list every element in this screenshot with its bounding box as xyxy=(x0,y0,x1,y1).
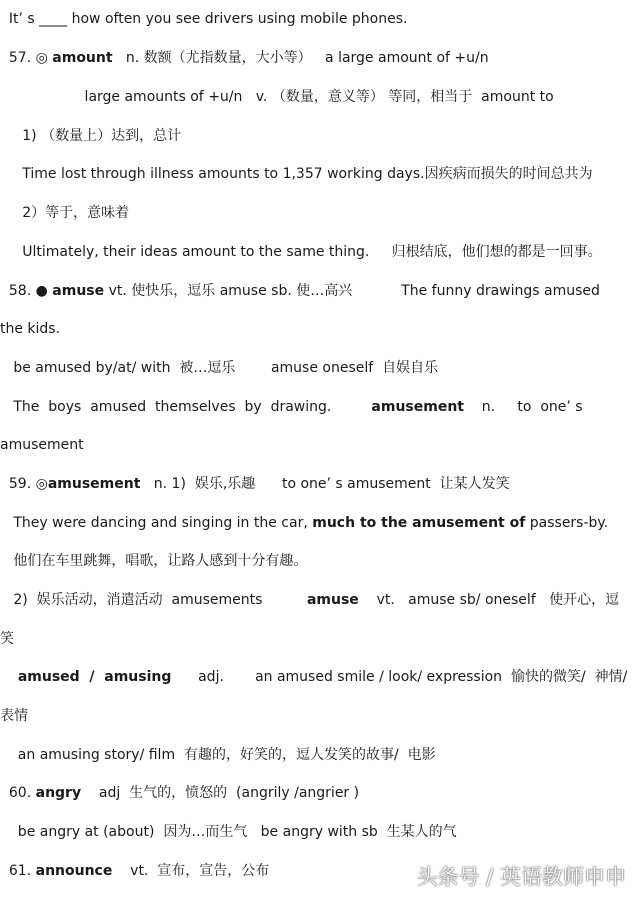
line-text: adj 生气的，愤怒的 (angrily /angrier ) xyxy=(81,785,360,801)
entry-60-heading xyxy=(0,784,640,802)
text-line xyxy=(0,630,640,648)
line-text: Time lost through illness amounts to 1,357 working days.因疾病而损失的时间总共为 xyxy=(0,166,593,182)
line-text: The boys amused themselves by drawing. xyxy=(0,399,372,415)
text-line xyxy=(0,204,640,222)
example-sentence xyxy=(0,514,640,532)
line-text: be amused by/at/ with 被…逗乐 amuse oneself 自娱自乐 xyxy=(0,360,439,376)
line-text: 58. ● xyxy=(0,283,53,299)
headword: amusement xyxy=(47,476,141,492)
line-text: large amounts of +u/n v. （数量，意义等） 等同，相当于 amount to xyxy=(0,89,554,105)
line-text: 59. ◎ xyxy=(0,476,48,492)
text-line xyxy=(0,707,640,725)
text-line xyxy=(0,436,640,454)
text-line xyxy=(0,823,640,841)
line-text: an amusing story/ film 有趣的，好笑的，逗人发笑的故事/ 电影 xyxy=(0,747,436,763)
line-text: vt. 使快乐，逗乐 amuse sb. 使…高兴 The funny drawings amused xyxy=(104,283,600,299)
text-line xyxy=(0,552,640,570)
line-text: n. 1) 娱乐,乐趣 to one’ s amusement 让某人发笑 xyxy=(140,476,510,492)
line-text: passers-by. xyxy=(525,515,609,531)
headword: amuse xyxy=(306,592,359,608)
headword: amusement xyxy=(371,399,464,415)
text-line xyxy=(0,668,640,686)
example-sentence xyxy=(0,243,640,261)
headword: amount xyxy=(52,50,113,66)
watermark: 头条号 / 英语教师申申 xyxy=(416,865,626,889)
text-line xyxy=(0,746,640,764)
text-line xyxy=(0,88,640,106)
line-text: 表情 xyxy=(0,708,28,724)
line-text: vt. 宣布，宣告，公布 xyxy=(112,863,270,879)
line-text: They were dancing and singing in the car, xyxy=(0,515,313,531)
line-text: 2）等于，意味着 xyxy=(0,205,130,221)
text-line xyxy=(0,127,640,145)
example-sentence xyxy=(0,165,640,183)
headword: angry xyxy=(35,785,82,801)
example-sentence xyxy=(0,398,640,416)
entry-59-heading xyxy=(0,475,640,493)
line-text: the kids. xyxy=(0,321,61,337)
line-text: 笑 xyxy=(0,631,14,647)
text-line xyxy=(0,359,640,377)
line-text xyxy=(0,669,18,685)
line-text: amusement xyxy=(0,437,84,453)
text-line xyxy=(0,320,640,338)
line-text: vt. amuse sb/ oneself 使开心，逗 xyxy=(358,592,620,608)
text-line xyxy=(0,10,640,28)
line-text: n. 数额（尤指数量，大小等） a large amount of +u/n xyxy=(112,50,489,66)
line-text: adj. an amused smile / look/ expression 愉快的微笑/ 神情/ xyxy=(171,669,628,685)
headword: amuse xyxy=(52,283,105,299)
entry-57-heading xyxy=(0,49,640,67)
line-text: It’ s ____ how often you see drivers using mobile phones. xyxy=(0,11,408,27)
line-text: 2) 娱乐活动，消遣活动 amusements xyxy=(0,592,307,608)
line-text: 60. xyxy=(0,785,36,801)
line-text: 他们在车里跳舞，唱歌，让路人感到十分有趣。 xyxy=(0,553,308,569)
line-text: Ultimately, their ideas amount to the same thing. 归根结底，他们想的都是一回事。 xyxy=(0,244,602,260)
line-text: be angry at (about) 因为…而生气 be angry with sb 生某人的气 xyxy=(0,824,457,840)
headword: announce xyxy=(35,863,113,879)
text-line xyxy=(0,591,640,609)
line-text: 1) （数量上）达到，总计 xyxy=(0,128,182,144)
entry-58-heading xyxy=(0,282,640,300)
bold-phrase: much to the amusement of xyxy=(312,515,526,531)
headword: amused / amusing xyxy=(17,669,172,685)
line-text: n. to one’ s xyxy=(463,399,583,415)
line-text: 57. ◎ xyxy=(0,50,53,66)
line-text: 61. xyxy=(0,863,36,879)
